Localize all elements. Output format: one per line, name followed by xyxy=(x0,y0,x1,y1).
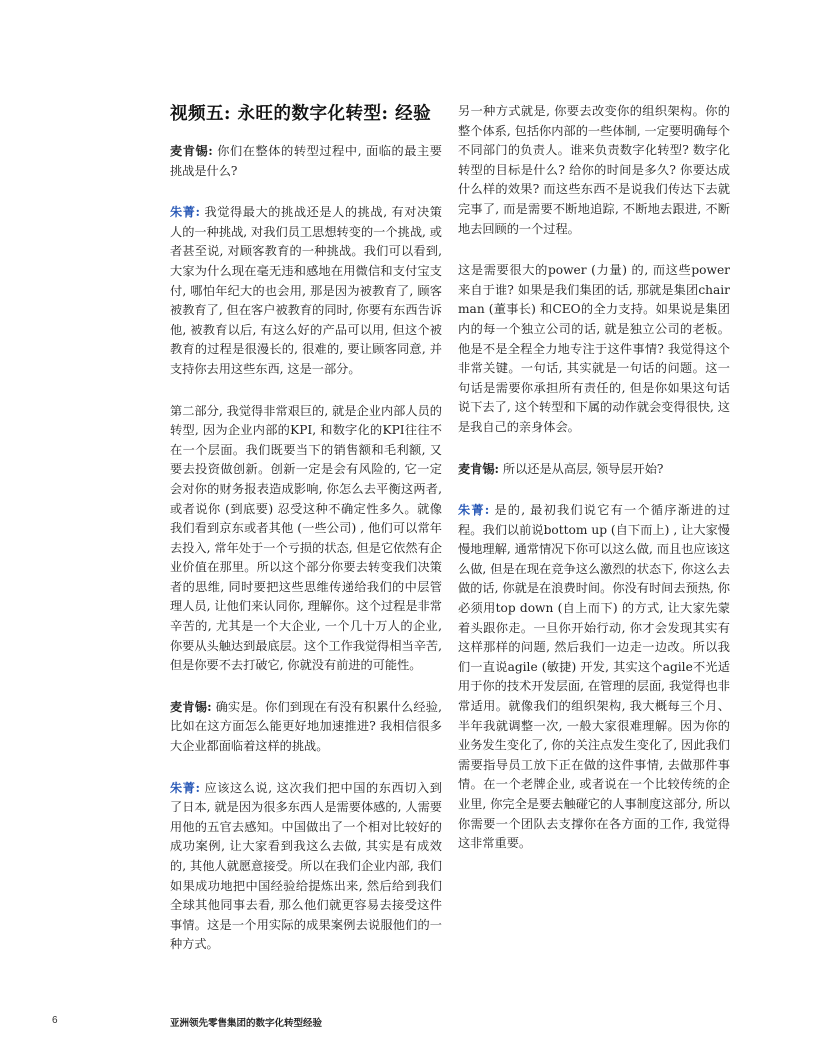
left-column xyxy=(170,142,442,977)
speaker-label: 麦肯锡: xyxy=(458,461,500,476)
paragraph-text: 第二部分, 我觉得非常艰巨的, 就是企业内部人员的转型, 因为企业内部的KPI, 和数字化的KPI往往不在一个层面。我们既要当下的销售额和毛利额, 又要去投资做创新。创新一定是会有风险的, 它一定会对你的财务报表造成影响, 你怎么去平衡这两者, 或者说你 (到底要) 忍受这种不确定性多久。就像我们看到京东或者其他 (一些公司) , 他们可以常年去投入, 常年处于一个亏损的状态, 但是它依然有企业价值在那里。所以这个部分你要去转变我们决策者的思维, 同时要把这些思维传递给我们的中层管理人员, 让他们来认同你, 理解你。这个过程是非常辛苦的, 尤其是一个大企业, 一个几十万人的企业, 你要从头触达到最底层。这个工作我觉得相当辛苦, 但是你要不去打破它, 你就没有前进的可能性。 xyxy=(170,403,442,673)
page-title: 视频五: 永旺的数字化转型: 经验 xyxy=(170,104,432,124)
paragraph-text: 所以还是从高层, 领导层开始? xyxy=(499,461,664,476)
speaker-label: 麦肯锡: xyxy=(170,144,213,158)
paragraph-text: 另一种方式就是, 你要去改变你的组织架构。你的整个体系, 包括你内部的一些体制, 一定要明确每个不同部门的负责人。谁来负责数字化转型? 数字化转型的目标是什么? 给你的时间是多久? 你要达成什么样的效果? 而这些东西不是说我们传达下去就完事了, 而是需要不断地追踪, 不断地去跟进, 不断地去回顾的一个过程。 xyxy=(458,104,730,236)
paragraph xyxy=(170,142,442,181)
paragraph-text: 确实是。你们到现在有没有积累什么经验, 比如在这方面怎么能更好地加速推进? 我相信很多大企业都面临着这样的挑战。 xyxy=(170,699,443,754)
paragraph xyxy=(458,261,730,437)
speaker-label: 朱菁: xyxy=(170,205,201,220)
paragraph xyxy=(458,501,730,854)
paragraph xyxy=(170,203,442,379)
paragraph-text: 你们在整体的转型过程中, 面临的最主要挑战是什么? xyxy=(170,144,442,178)
paragraph xyxy=(170,698,442,757)
paragraph xyxy=(170,402,442,676)
speaker-label: 麦肯锡: xyxy=(170,699,212,714)
paragraph xyxy=(170,779,442,955)
page-number: 6 xyxy=(52,1015,58,1026)
footer-publication-title: 亚洲领先零售集团的数字化转型经验 xyxy=(170,1018,323,1029)
paragraph-text: 应该这么说, 这次我们把中国的东西切入到了日本, 就是因为很多东西人是需要体感的, 人需要用他的五官去感知。中国做出了一个相对比较好的成功案例, 让大家看到我这么去做, 其实是有成效的, 其他人就愿意接受。所以在我们企业内部, 我们如果成功地把中国经验给提炼出来, 然后给到我们全球其他同事去看, 那么他们就更容易去接受这件事情。这是一个用实际的成果案例去说服他们的一种方式。 xyxy=(170,780,442,952)
paragraph xyxy=(458,460,730,480)
paragraph-text: 我觉得最大的挑战还是人的挑战, 有对决策人的一种挑战, 对我们员工思想转变的一个挑战, 或者甚至说, 对顾客教育的一种挑战。我们可以看到, 大家为什么现在毫无违和感地在用微信和支付宝支付, 哪怕年纪大的也会用, 那是因为被教育了, 顾客被教育了, 但在客户被教育的同时, 你要有东西告诉他, 被教育以后, 有这么好的产品可以用, 但这个被教育的过程是很漫长的, 很难的, 要让顾客同意, 并支持你去用这些东西, 这是一部分。 xyxy=(170,205,442,376)
paragraph-text: 是的, 最初我们说它有一个循序渐进的过程。我们以前说bottom up (自下而上) , 让大家慢慢地理解, 通常情况下你可以这么做, 而且也应该这么做, 但是在现在竞争这么激烈的状态下, 你这么去做的话, 你就是在浪费时间。你没有时间去预热, 你必须用top down (自上而下) 的方式, 让大家先蒙着头跟你走。一旦你开始行动, 你才会发现其实有这样那样的问题, 然后我们一边走一边改。所以我们一直说agile (敏捷) 开发, 其实这个agile不光适用于你的技术开发层面, 在管理的层面, 我觉得也非常适用。就像我们的组织架构, 我大概每三个月、半年我就调整一次, 一般大家很难理解。因为你的业务发生变化了, 你的关注点发生变化了, 因此我们需要指导员工放下正在做的这件事情, 去做那件事情。在一个老牌企业, 或者说在一个比较传统的企业里, 你完全是要去触碰它的人事制度这部分, 所以你需要一个团队去支撑你在各方面的工作, 我觉得这非常重要。 xyxy=(458,503,731,851)
paragraph xyxy=(458,102,730,239)
speaker-label: 朱菁: xyxy=(458,503,490,518)
paragraph-text: 这是需要很大的power (力量) 的, 而这些power来自于谁? 如果是我们集团的话, 那就是集团chairman (董事长) 和CEO的全力支持。如果说是集团内的每一个独立公司的话, 就是独立公司的老板。他是不是全程全力地专注于这件事情? 我觉得这个非常关键。一句话, 其实就是一句话的问题。这一句话是需要你承担所有责任的, 但是你如果这句话说下去了, 这个转型和下属的动作就会变得很快, 这是我自己的亲身体会。 xyxy=(458,263,730,434)
right-column xyxy=(458,102,730,876)
speaker-label: 朱菁: xyxy=(170,780,201,795)
